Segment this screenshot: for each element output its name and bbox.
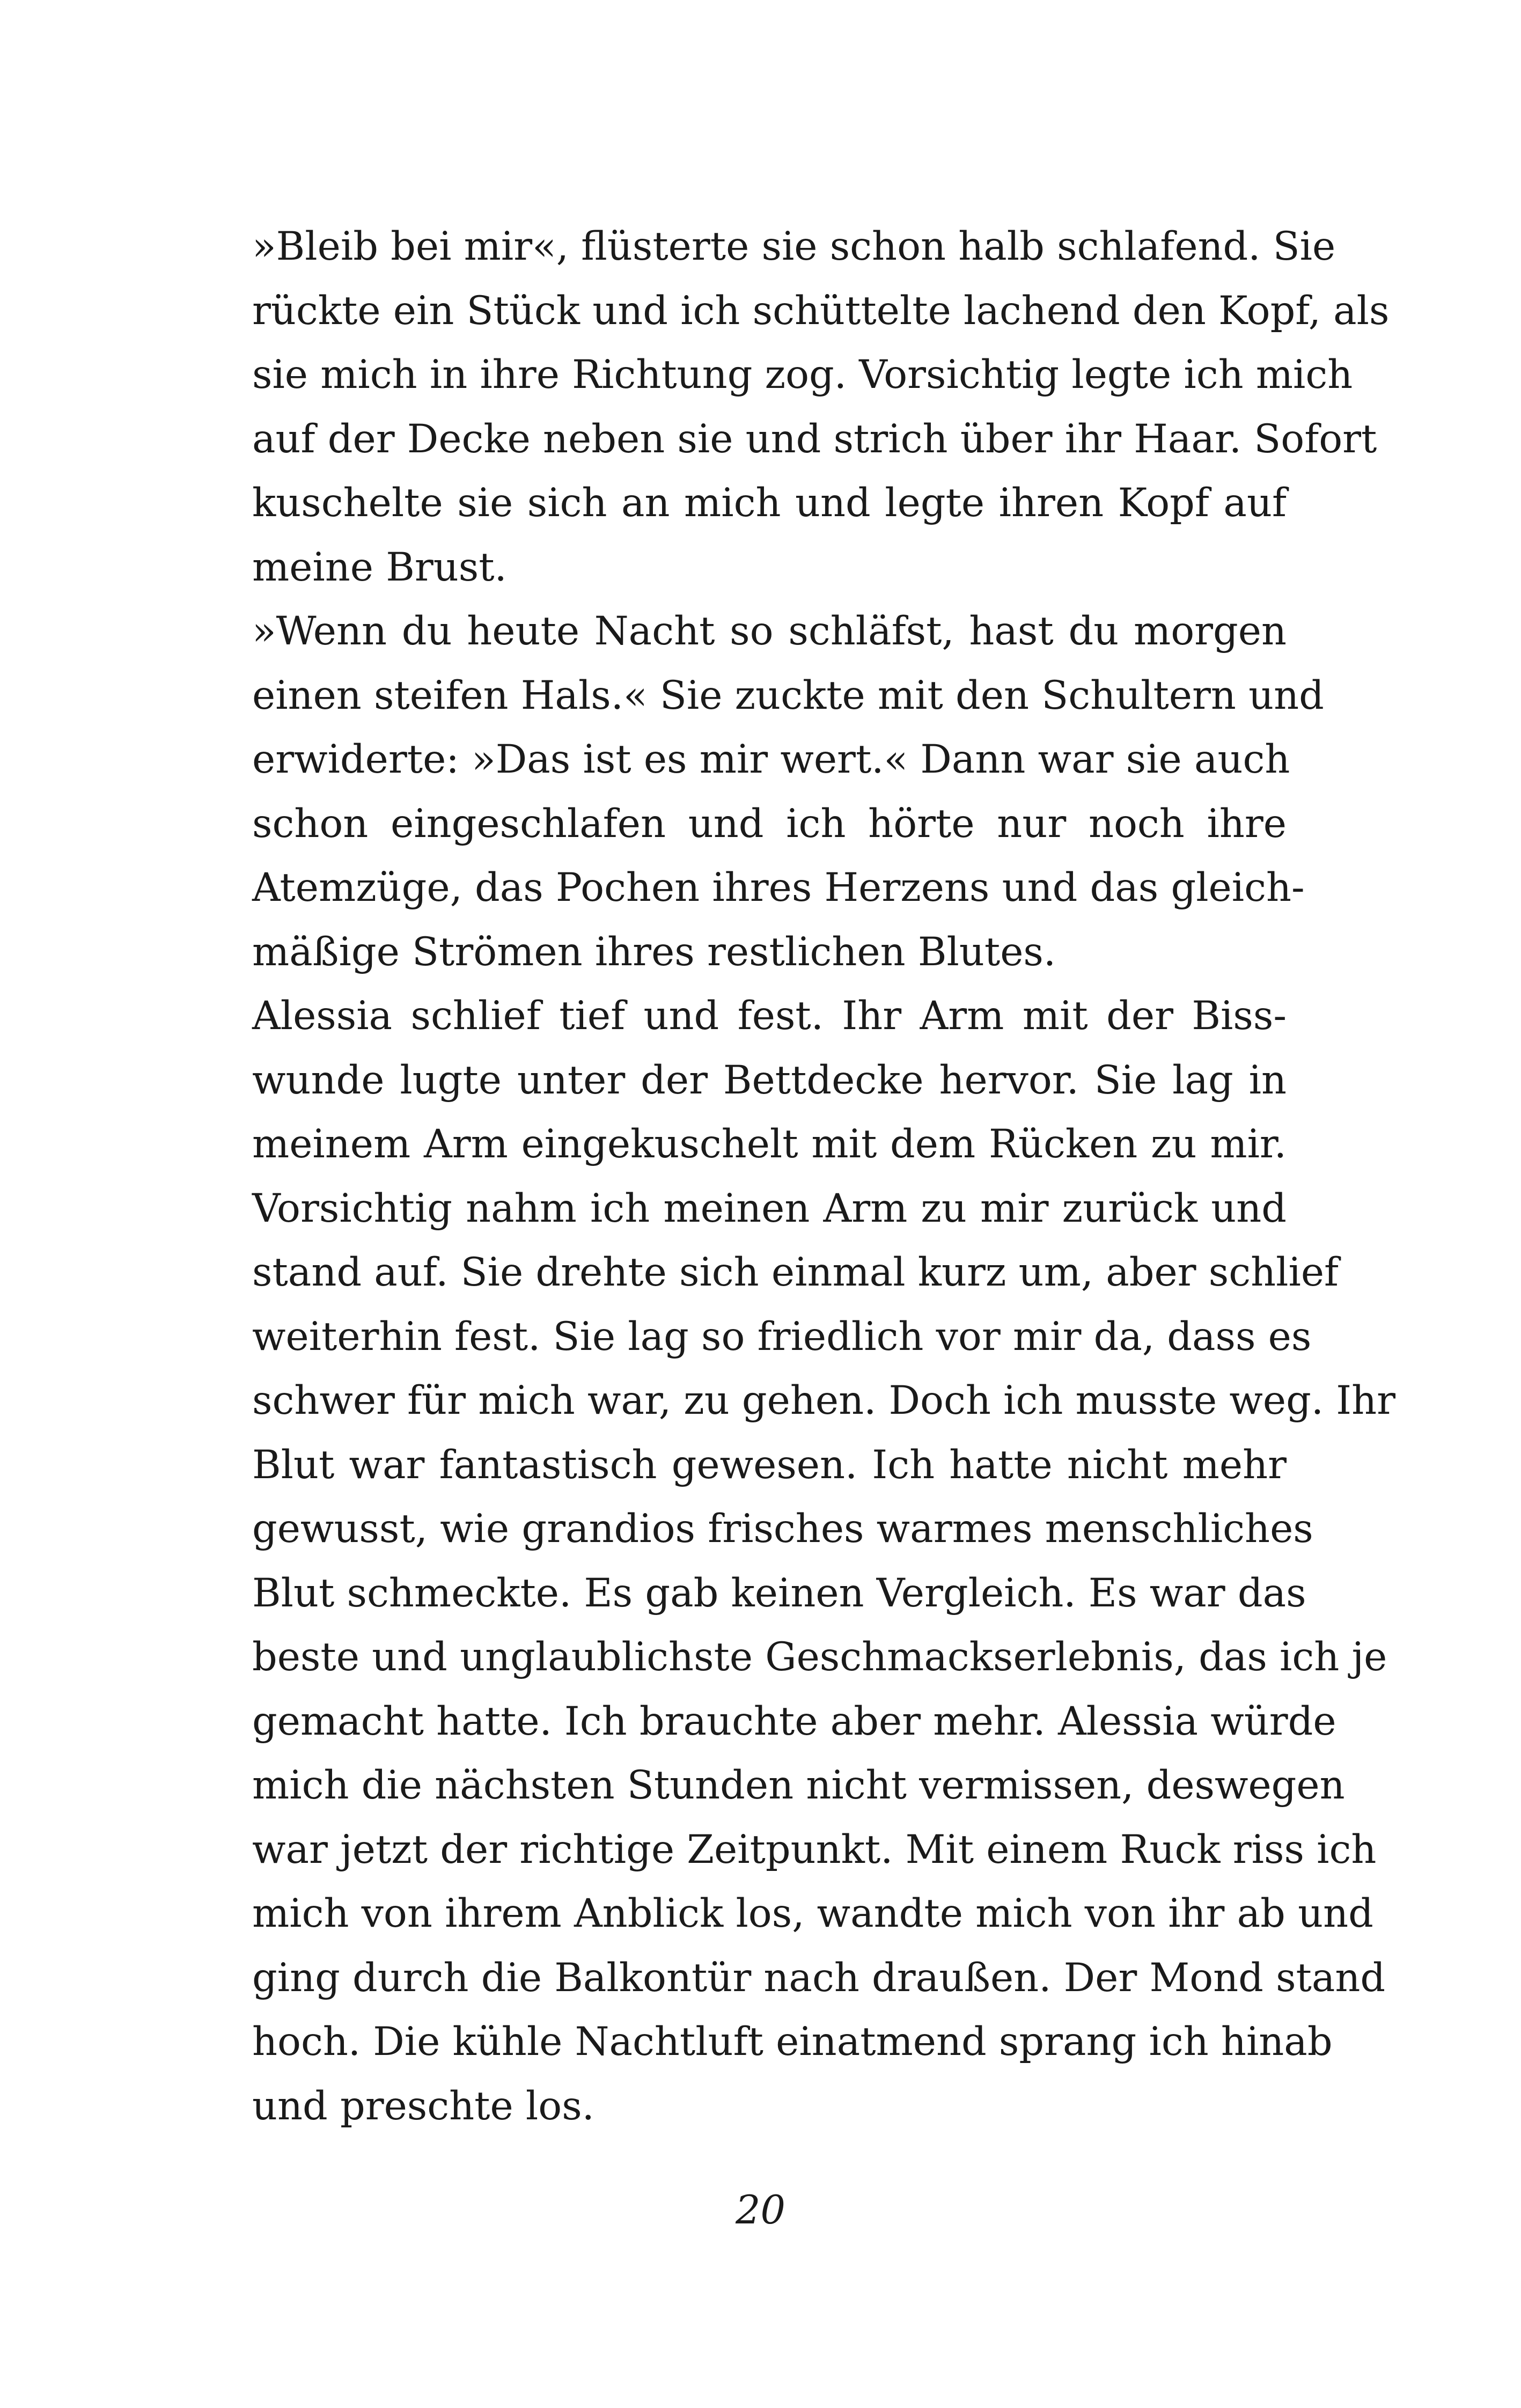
text-line: Vorsichtig nahm ich meinen Arm zu mir zurück und [252, 1185, 1287, 1231]
page-number: 20 [736, 2187, 785, 2233]
text-line: Blut schmeckte. Es gab keinen Vergleich. Es war das [252, 1570, 1306, 1616]
text-line: wunde lugte unter der Bettdecke hervor. Sie lag in [252, 1057, 1287, 1103]
text-line: sie mich in ihre Richtung zog. Vorsichtig legte ich mich [252, 352, 1353, 398]
text-line: »Wenn du heute Nacht so schläfst, hast du morgen [252, 608, 1287, 654]
text-line: gewusst, wie grandios frisches warmes menschliches [252, 1506, 1313, 1552]
text-line: Blut war fantastisch gewesen. Ich hatte nicht mehr [252, 1442, 1287, 1488]
text-line: und preschte los. [252, 2083, 594, 2129]
text-line: auf der Decke neben sie und strich über ihr Haar. Sofort [252, 416, 1377, 462]
text-line: meinem Arm eingekuschelt mit dem Rücken zu mir. [252, 1121, 1287, 1167]
text-line: meine Brust. [252, 544, 507, 590]
text-line: beste und unglaublichste Geschmackserlebnis, das ich je [252, 1634, 1387, 1680]
text-line: Atemzüge, das Pochen ihres Herzens und das gleich- [252, 865, 1305, 911]
text-line: rückte ein Stück und ich schüttelte lachend den Kopf, als [252, 288, 1390, 334]
paragraph-2 [214, 599, 1324, 984]
text-line: mich die nächsten Stunden nicht vermissen, deswegen [252, 1763, 1345, 1808]
paragraph-3 [214, 984, 1396, 2138]
text-line: kuschelte sie sich an mich und legte ihren Kopf auf [252, 480, 1287, 526]
text-line: schwer für mich war, zu gehen. Doch ich musste weg. Ihr [252, 1378, 1396, 1423]
text-line: ging durch die Balkontür nach draußen. Der Mond stand [252, 1955, 1386, 2001]
text-line: mäßige Strömen ihres restlichen Blutes. [252, 929, 1056, 975]
text-line: »Bleib bei mir«, flüsterte sie schon halb schlafend. Sie [252, 224, 1336, 269]
body-text [214, 215, 1396, 2138]
text-line: stand auf. Sie drehte sich einmal kurz um, aber schlief [252, 1250, 1339, 1295]
text-line: einen steifen Hals.« Sie zuckte mit den Schultern und [252, 672, 1324, 718]
paragraph-1 [214, 215, 1390, 599]
text-line: erwiderte: »Das ist es mir wert.« Dann war sie auch [252, 737, 1290, 782]
text-line: Alessia schlief tief und fest. Ihr Arm mit der Biss- [252, 993, 1287, 1039]
text-line: war jetzt der richtige Zeitpunkt. Mit einem Ruck riss ich [252, 1826, 1377, 1873]
text-line: gemacht hatte. Ich brauchte aber mehr. Alessia würde [252, 1698, 1336, 1744]
text-line: mich von ihrem Anblick los, wandte mich von ihr ab und [252, 1891, 1373, 1936]
text-line: schon eingeschlafen und ich hörte nur noch ihre [252, 801, 1287, 847]
text-line: weiterhin fest. Sie lag so friedlich vor mir da, dass es [252, 1313, 1312, 1360]
text-line: hoch. Die kühle Nachtluft einatmend sprang ich hinab [252, 2019, 1333, 2065]
